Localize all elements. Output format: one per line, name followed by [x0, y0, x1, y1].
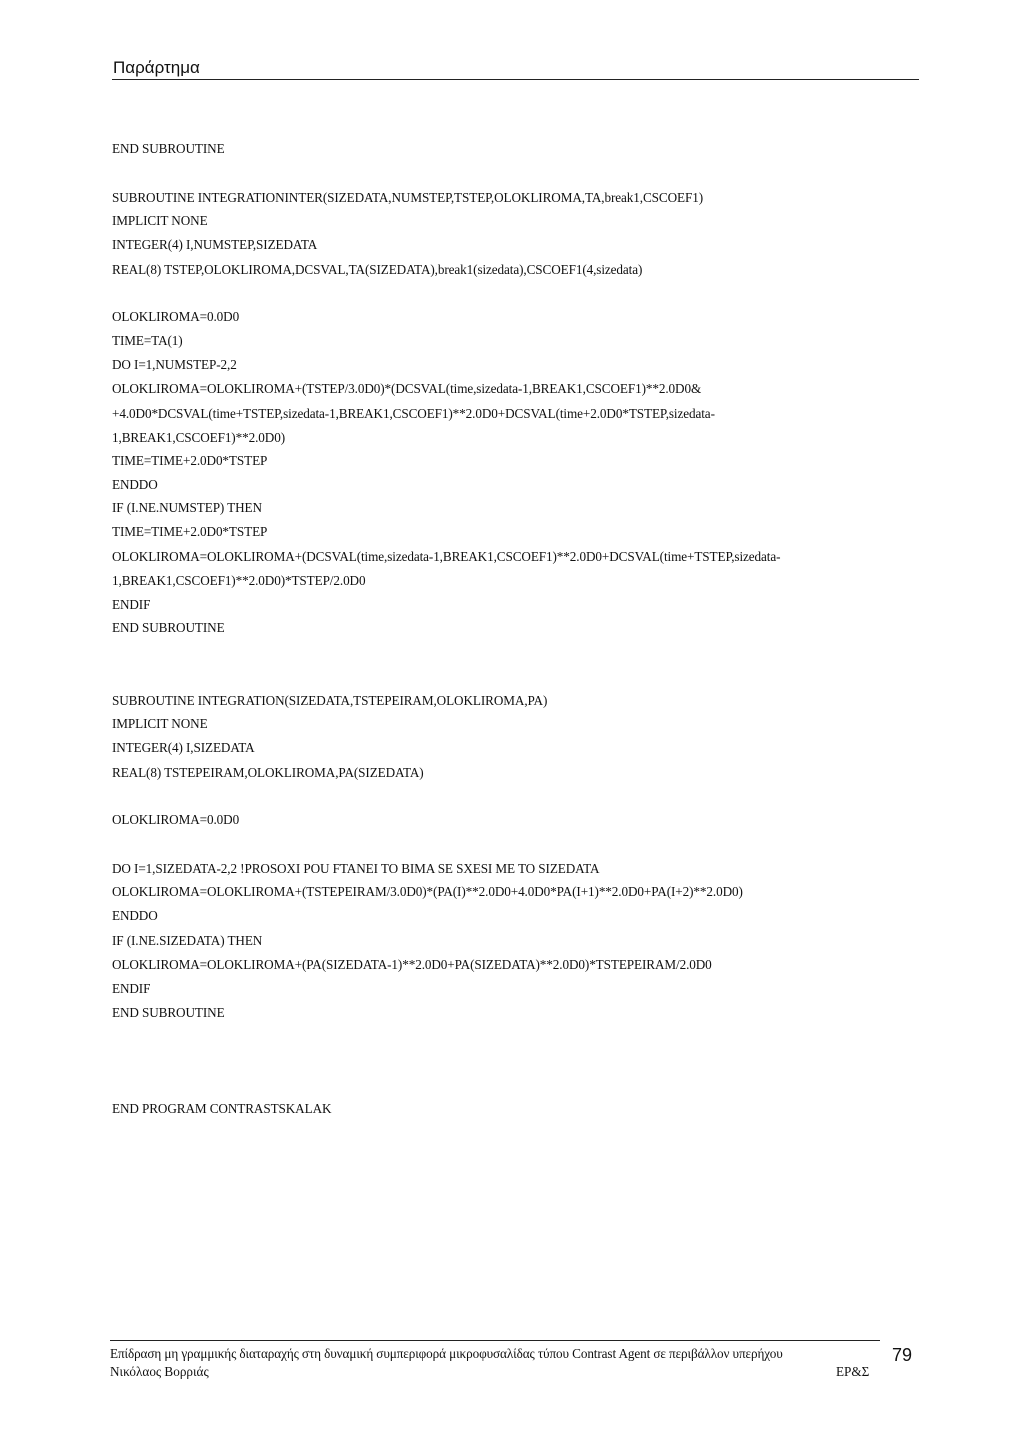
code-line: SUBROUTINE INTEGRATION(SIZEDATA,TSTEPEIRAM,OLOKLIROMA,PA): [112, 693, 548, 708]
code-line: 1,BREAK1,CSCOEF1)**2.0D0)*TSTEP/2.0D0: [112, 573, 366, 588]
code-line: IMPLICIT NONE: [112, 213, 208, 228]
footer-thesis-title: Επίδραση μη γραμμικής διαταραχής στη δυναμική συμπεριφορά μικροφυσαλίδας τύπου Contrast Agent σε περιβάλλον υπερήχου: [110, 1346, 783, 1361]
page-header-title: Παράρτημα: [113, 58, 200, 77]
code-line: ENDDO: [112, 477, 158, 492]
code-line: INTEGER(4) I,SIZEDATA: [112, 740, 255, 755]
code-line: OLOKLIROMA=0.0D0: [112, 309, 240, 324]
code-line: OLOKLIROMA=0.0D0: [112, 812, 240, 827]
code-line: +4.0D0*DCSVAL(time+TSTEP,sizedata-1,BREAK1,CSCOEF1)**2.0D0+DCSVAL(time+2.0D0*TSTEP,sizedata-: [112, 406, 715, 421]
page-number: 79: [892, 1345, 913, 1365]
code-line: IF (I.NE.SIZEDATA) THEN: [112, 933, 263, 948]
code-line: TIME=TIME+2.0D0*TSTEP: [112, 524, 268, 539]
code-line: 1,BREAK1,CSCOEF1)**2.0D0): [112, 430, 285, 445]
code-line: REAL(8) TSTEP,OLOKLIROMA,DCSVAL,TA(SIZEDATA),break1(sizedata),CSCOEF1(4,sizedata): [112, 262, 643, 277]
code-line: ENDIF: [112, 981, 151, 996]
code-line: REAL(8) TSTEPEIRAM,OLOKLIROMA,PA(SIZEDATA): [112, 765, 424, 780]
code-line: END SUBROUTINE: [112, 141, 225, 156]
header-divider: [112, 79, 919, 80]
footer-author: Νικόλαος Βορριάς: [110, 1364, 209, 1379]
footer-divider: [110, 1340, 880, 1341]
code-line: OLOKLIROMA=OLOKLIROMA+(TSTEPEIRAM/3.0D0)*(PA(I)**2.0D0+4.0D0*PA(I+1)**2.0D0+PA(I+2)**2.0D0): [112, 884, 743, 899]
code-line: END SUBROUTINE: [112, 1005, 225, 1020]
code-line: IF (I.NE.NUMSTEP) THEN: [112, 500, 262, 515]
code-line: DO I=1,NUMSTEP-2,2: [112, 357, 237, 372]
code-line: OLOKLIROMA=OLOKLIROMA+(TSTEP/3.0D0)*(DCSVAL(time,sizedata-1,BREAK1,CSCOEF1)**2.0D0&: [112, 381, 702, 396]
code-line: DO I=1,SIZEDATA-2,2 !PROSOXI POU FTANEI TO BIMA SE SXESI ME TO SIZEDATA: [112, 861, 600, 876]
footer-code: ΕΡ&Σ: [836, 1364, 870, 1379]
code-line: OLOKLIROMA=OLOKLIROMA+(PA(SIZEDATA-1)**2.0D0+PA(SIZEDATA)**2.0D0)*TSTEPEIRAM/2.0D0: [112, 957, 712, 972]
code-line: INTEGER(4) I,NUMSTEP,SIZEDATA: [112, 237, 318, 252]
code-line: ENDIF: [112, 597, 151, 612]
code-line: ENDDO: [112, 908, 158, 923]
code-line: END PROGRAM CONTRASTSKALAK: [112, 1101, 332, 1116]
code-line: END SUBROUTINE: [112, 620, 225, 635]
code-line: TIME=TIME+2.0D0*TSTEP: [112, 453, 268, 468]
code-line: TIME=TA(1): [112, 333, 183, 348]
code-line: SUBROUTINE INTEGRATIONINTER(SIZEDATA,NUMSTEP,TSTEP,OLOKLIROMA,TA,break1,CSCOEF1): [112, 190, 703, 205]
code-line: IMPLICIT NONE: [112, 716, 208, 731]
code-line: OLOKLIROMA=OLOKLIROMA+(DCSVAL(time,sizedata-1,BREAK1,CSCOEF1)**2.0D0+DCSVAL(time+TSTEP,sizedata-: [112, 549, 781, 564]
